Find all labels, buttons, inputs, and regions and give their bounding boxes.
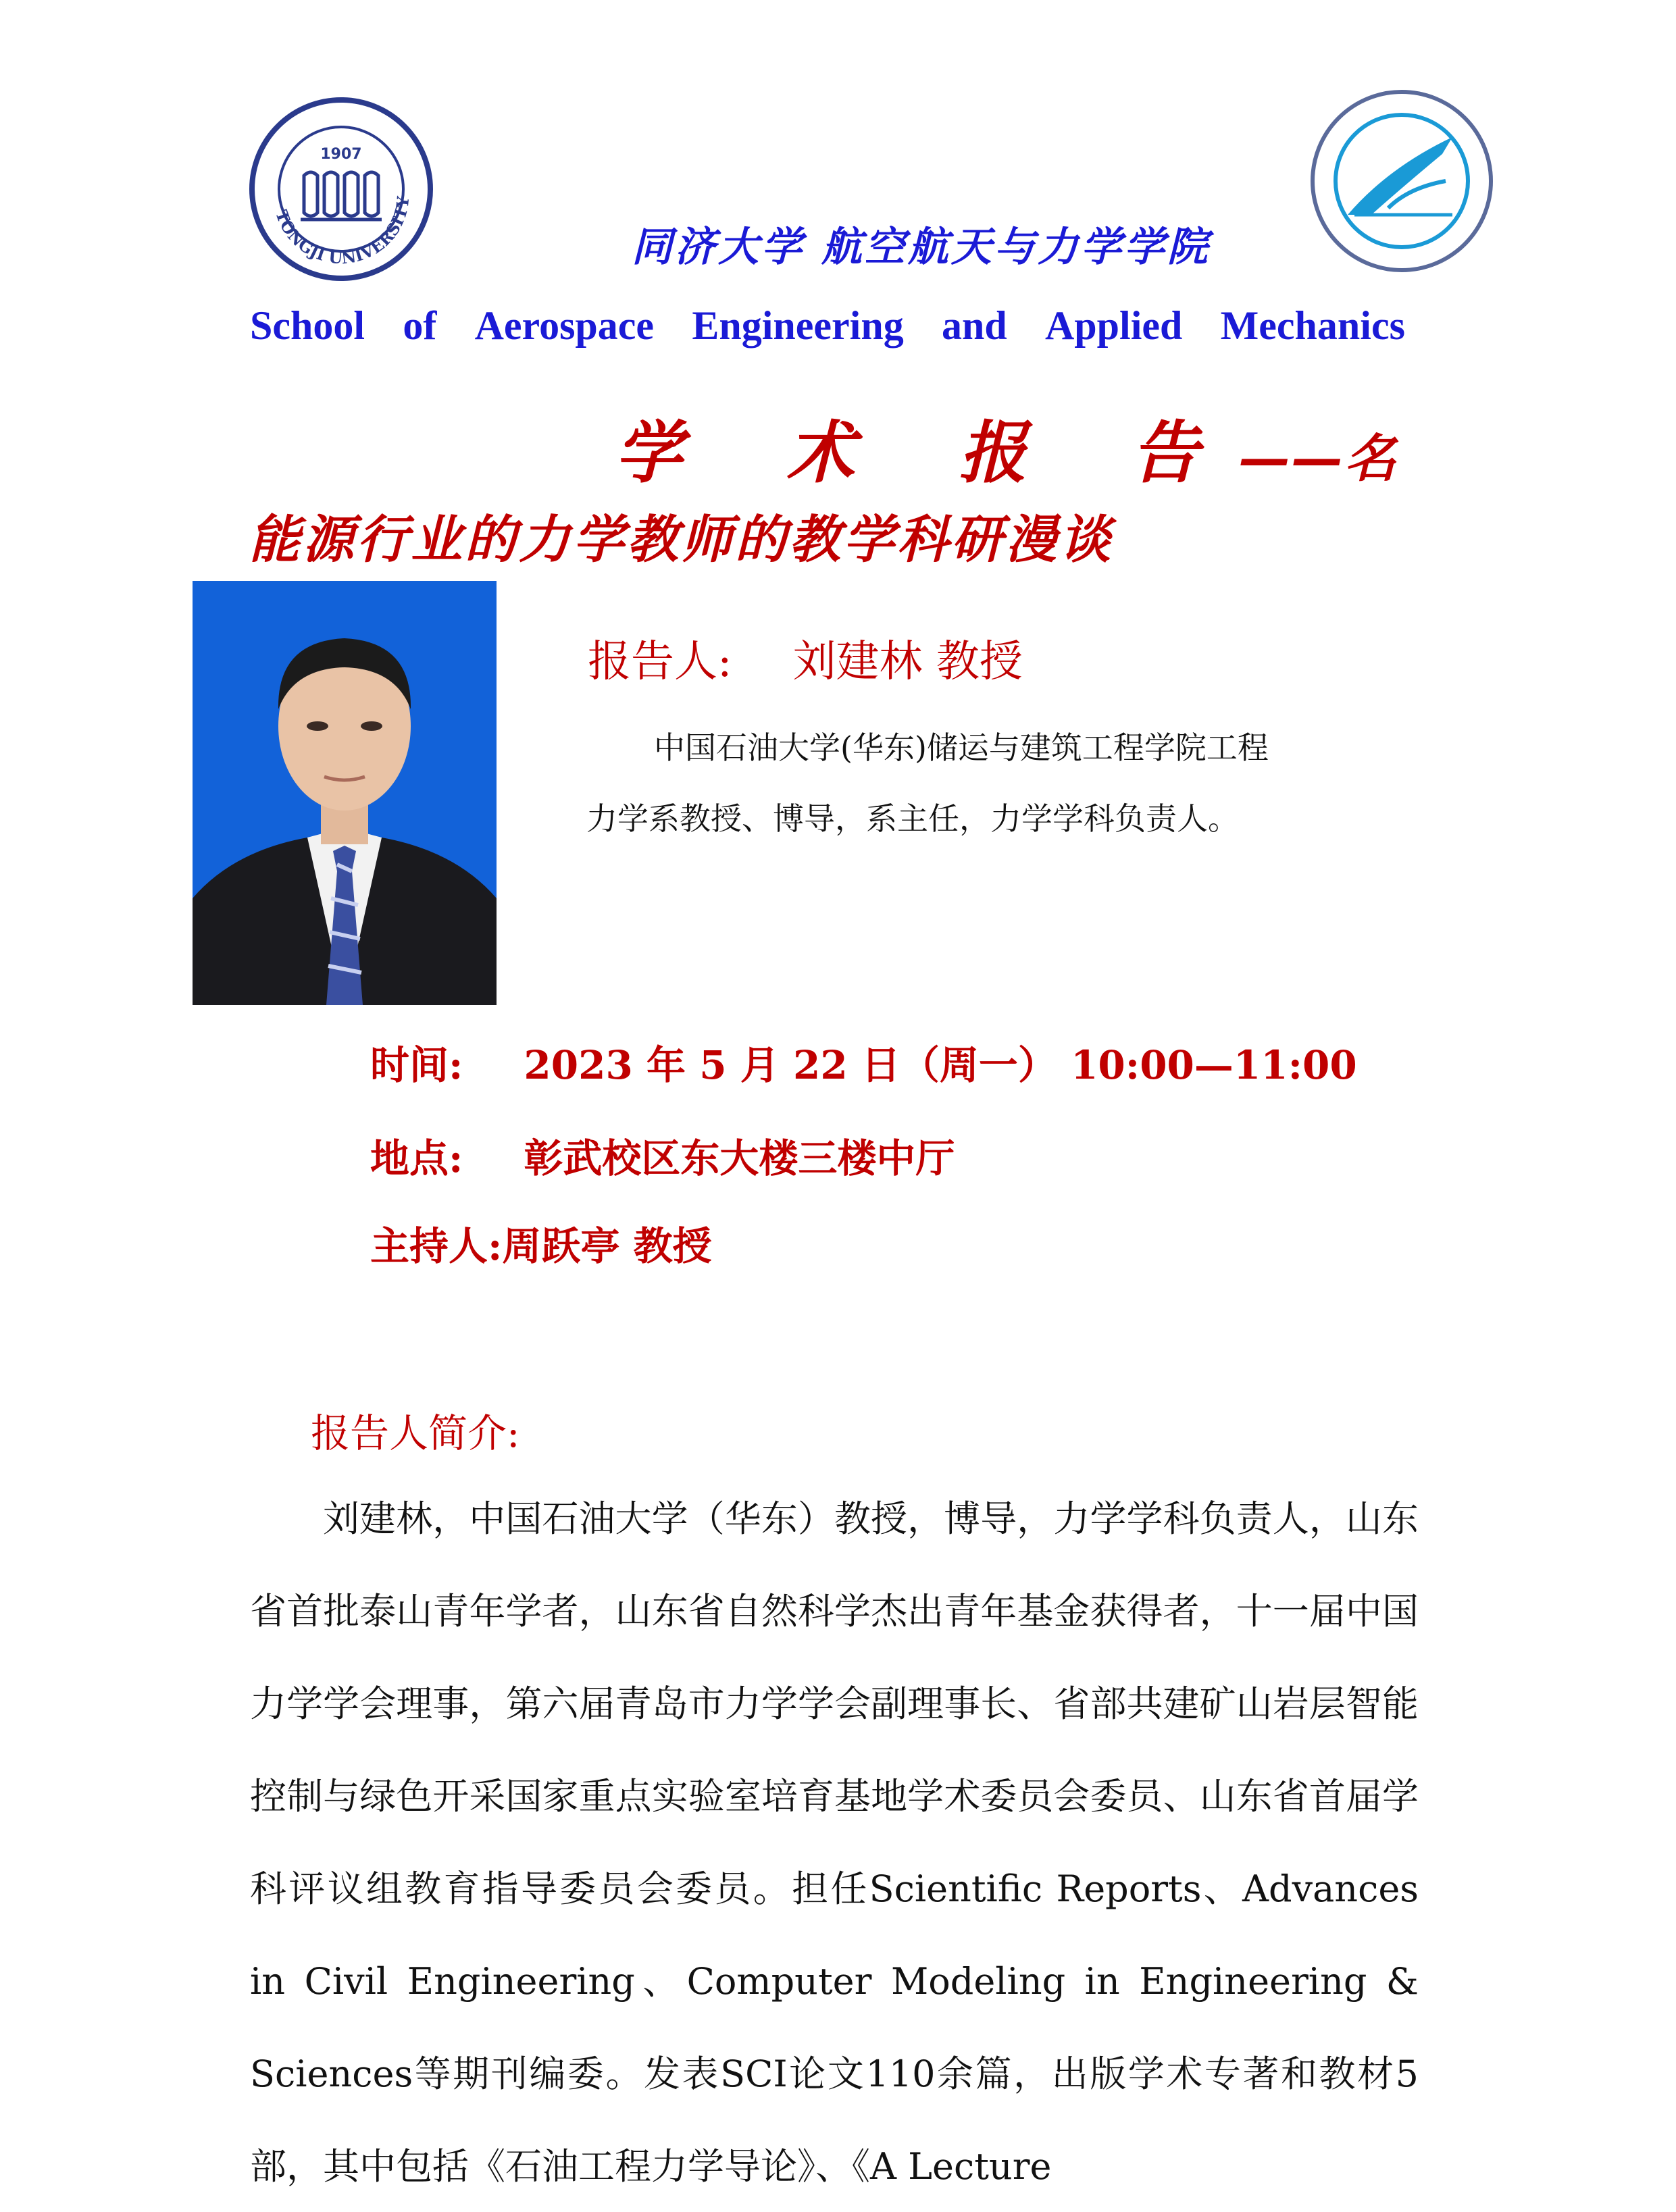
speaker-label: 报告人: bbox=[588, 637, 732, 687]
svg-text:TONGJI UNIVERSITY: TONGJI UNIVERSITY bbox=[272, 195, 413, 268]
host-label: 主持人: bbox=[370, 1223, 503, 1269]
report-title-main: 学 术 报 告 bbox=[615, 413, 1240, 492]
time-value: 2023 年 5 月 22 日（周一） 10:00—11:00 bbox=[524, 1042, 1357, 1088]
host-value: 周跃亭 教授 bbox=[502, 1223, 712, 1269]
school-en-word: Mechanics bbox=[1220, 303, 1405, 348]
school-en-word: Applied bbox=[1044, 303, 1183, 348]
place-value: 彰武校区东大楼三楼中厅 bbox=[524, 1135, 955, 1181]
speaker-photo bbox=[193, 581, 497, 1005]
report-title-tail: ——名 bbox=[1239, 428, 1398, 488]
affiliation-line2: 力学系教授、博导，系主任，力学学科负责人。 bbox=[586, 800, 1239, 837]
school-en-word: and bbox=[941, 303, 1007, 348]
tongji-university-logo bbox=[247, 95, 436, 284]
speaker-line bbox=[588, 627, 1023, 689]
report-title-line2: 能源行业的力学教师的教学科研漫谈 bbox=[249, 509, 1113, 569]
time-label: 时间: bbox=[370, 1042, 463, 1088]
school-en-word: School bbox=[250, 303, 365, 348]
event-place bbox=[370, 1127, 955, 1183]
svg-text:1907: 1907 bbox=[320, 146, 362, 163]
school-name-english bbox=[250, 303, 1405, 349]
speaker-affiliation bbox=[586, 713, 1363, 854]
affiliation-line1: 中国石油大学(华东)储运与建筑工程学院工程 bbox=[654, 729, 1269, 766]
school-en-word: Engineering bbox=[692, 303, 904, 348]
event-host bbox=[370, 1214, 712, 1271]
event-time bbox=[370, 1033, 1357, 1090]
school-en-word: of bbox=[403, 303, 437, 348]
speaker-name: 刘建林 教授 bbox=[792, 637, 1023, 687]
bio-text: 刘建林，中国石油大学（华东）教授，博导，力学学科负责人，山东省首批泰山青年学者，山东省自然科学杰出青年基金获得者，十一届中国力学学会理事，第六届青岛市力学学会副理事长、省部共建矿山岩层智能控制与绿色开采国家重点实验室培育基地学术委员会委员、山东省首届学科评议组教育指导委员会委员。担任Scientific Reports、Advances in Civil Engineering、Computer Modeling in Engineering & Sciences等期刊编委。发表SCI论文110余篇，出版学术专著和教材5部，其中包括《石油工程力学导论》、《A Lecture bbox=[250, 1497, 1419, 2188]
school-en-word: Aerospace bbox=[474, 303, 655, 348]
report-title-line1 bbox=[615, 398, 1397, 496]
bio-heading: 报告人简介: bbox=[311, 1410, 520, 1456]
place-label: 地点: bbox=[370, 1135, 463, 1181]
school-name-chinese: 同济大学 航空航天与力学学院 bbox=[632, 224, 1211, 271]
school-emblem-logo bbox=[1307, 86, 1496, 276]
